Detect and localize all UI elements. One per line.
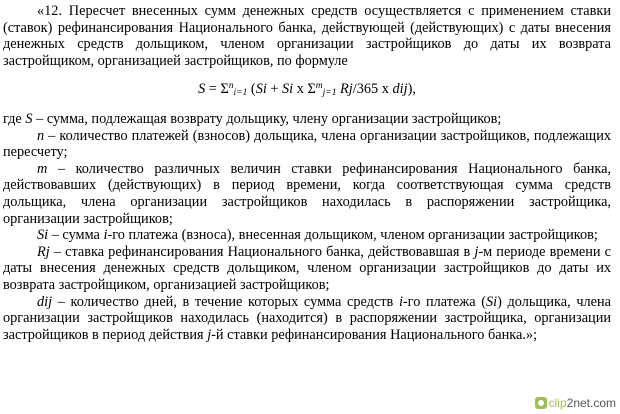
document-body	[3, 3, 611, 343]
def-dij: dij – количество дней, в течение которых сумма средств i-го платежа (Si) дольщика, члена организации застройщиков находилась (находится) в распоряжении застройщика, организации застройщиков в период действия j-й ставки рефинансирования Национального банка.»;	[3, 293, 611, 343]
formula-s: S	[198, 81, 206, 98]
def-n: n – количество платежей (взносов) дольщика, члена организации застройщиков, подлежащих пересчету;	[3, 127, 611, 161]
def-si: Si – сумма i-го платежа (взноса), внесенная дольщиком, членом организации застройщиков;	[37, 227, 598, 244]
formula: $S = \Sigma^n_{i=1}$ (Si + Si x $\Sigma^m_{j=1}$ Rj/365 x dij),	[198, 81, 416, 99]
intro-paragraph: «12. Пересчет внесенных сумм денежных средств осуществляется с применением ставки (ставок) рефинансирования Национального банка, действующей (действующих) с даты внесения денежных средств дольщиком, членом организации застройщиков до даты их возврата застройщиком, организацией застройщиков, по формуле	[3, 3, 611, 69]
watermark: clip 2net.com	[535, 395, 616, 411]
clip-logo-icon	[535, 397, 547, 409]
def-rj: Rj – ставка рефинансирования Национального банка, действовавшая в j-м периоде времени с даты внесения денежных средств дольщиком, членом организации застройщиков до даты их возврата застройщиком, организацией застройщиков;	[3, 243, 611, 293]
def-m: m – количество различных величин ставки рефинансирования Национального банка, действовавших (действующих) в период времени, когда соответствующая сумма средств дольщика, члена организации застройщиков находилась в распоряжении застройщика, организации застройщиков;	[3, 160, 611, 227]
where-paragraph: где S – сумма, подлежащая возврату дольщику, члену организации застройщиков;	[3, 110, 502, 127]
